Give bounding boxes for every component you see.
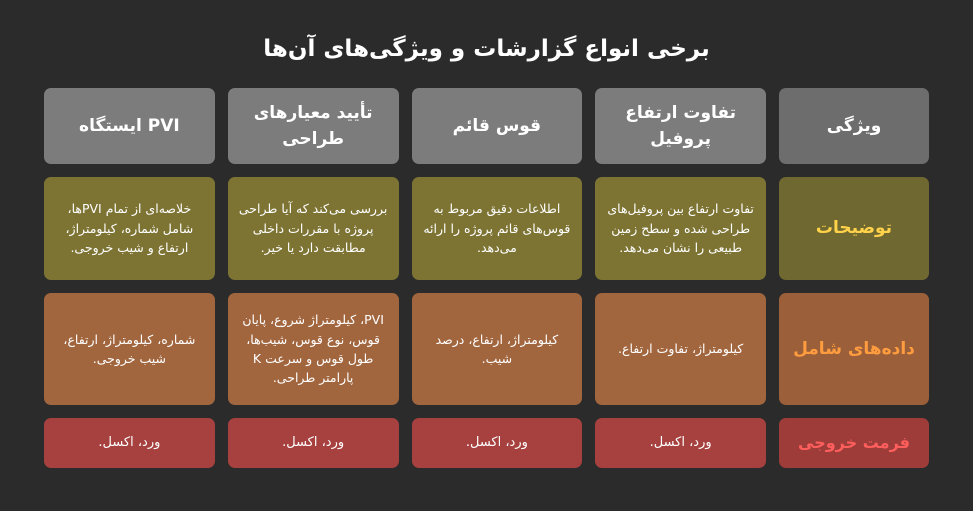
table-cell-data-design-criteria bbox=[228, 293, 399, 405]
row-label-included-data bbox=[779, 293, 929, 405]
table-cell-text: ورد، اکسل. bbox=[465, 434, 528, 450]
header-cell-pvi-station bbox=[44, 88, 215, 164]
header-cell-text: ویژگی bbox=[826, 115, 882, 136]
row-label-description bbox=[779, 177, 929, 280]
table-cell-data-profile-elevation-difference bbox=[595, 293, 766, 405]
table-cell-text: ورد، اکسل. bbox=[98, 434, 161, 450]
table-cell-format-design-criteria bbox=[228, 418, 399, 468]
table-cell-text: بررسی می‌کند که آیا طراحی پروژه با مقررات داخلی مطابقت دارد یا خیر. bbox=[238, 201, 388, 256]
page-title: برخی انواع گزارشات و ویژگی‌های آن‌ها bbox=[263, 36, 710, 62]
table-cell-text: کیلومتراژ، تفاوت ارتفاع. bbox=[618, 341, 744, 357]
table-cell-text: PVI، کیلومتراژ شروع، پایان قوس، نوع قوس، شیب‌ها، طول قوس و سرعت K پارامتر طراحی. bbox=[242, 312, 384, 386]
table-row-output-format bbox=[44, 418, 929, 468]
table-row-description bbox=[44, 177, 929, 280]
table-cell-text: خلاصه‌ای از تمام PVI‌ها، شامل شماره، کیلومتراژ، ارتفاع و شیب خروجی. bbox=[65, 201, 194, 256]
table-cell-format-vertical-curve bbox=[412, 418, 583, 468]
header-cell-vertical-curve bbox=[412, 88, 583, 164]
row-label-text: داده‌های شامل bbox=[793, 338, 915, 359]
table-cell-description-pvi-station bbox=[44, 177, 215, 280]
comparison-table bbox=[44, 88, 929, 491]
table-row-included-data bbox=[44, 293, 929, 405]
row-label-text: فرمت خروجی bbox=[798, 432, 910, 452]
table-cell-text: شماره، کیلومتراژ، ارتفاع، شیب خروجی. bbox=[63, 331, 196, 366]
table-cell-description-vertical-curve bbox=[412, 177, 583, 280]
header-cell-text: تفاوت ارتفاع پروفیل bbox=[625, 102, 737, 149]
row-label-output-format bbox=[779, 418, 929, 468]
table-cell-description-design-criteria bbox=[228, 177, 399, 280]
table-header-row bbox=[44, 88, 929, 164]
table-cell-format-profile-elevation-difference bbox=[595, 418, 766, 468]
table-cell-data-pvi-station bbox=[44, 293, 215, 405]
table-cell-description-profile-elevation-difference bbox=[595, 177, 766, 280]
header-cell-text: قوس قائم bbox=[452, 115, 542, 136]
table-cell-text: اطلاعات دقیق مربوط به قوس‌های قائم پروژه را ارائه می‌دهد. bbox=[423, 201, 571, 256]
table-cell-text: ورد، اکسل. bbox=[282, 434, 345, 450]
table-cell-format-pvi-station bbox=[44, 418, 215, 468]
header-cell-profile-elevation-difference bbox=[595, 88, 766, 164]
table-cell-text: ورد، اکسل. bbox=[649, 434, 712, 450]
header-cell-design-criteria-verification bbox=[228, 88, 399, 164]
row-label-text: توضیحات bbox=[815, 218, 893, 239]
header-cell-feature bbox=[779, 88, 929, 164]
table-cell-text: تفاوت ارتفاع بین پروفیل‌های طراحی شده و سطح زمین طبیعی را نشان می‌دهد. bbox=[607, 201, 754, 256]
table-cell-text: کیلومتراژ، ارتفاع، درصد شیب. bbox=[435, 331, 559, 366]
header-cell-text: تأیید معیارهای طراحی bbox=[253, 102, 373, 149]
table-cell-data-vertical-curve bbox=[412, 293, 583, 405]
header-cell-text: PVI ایستگاه bbox=[79, 115, 180, 136]
